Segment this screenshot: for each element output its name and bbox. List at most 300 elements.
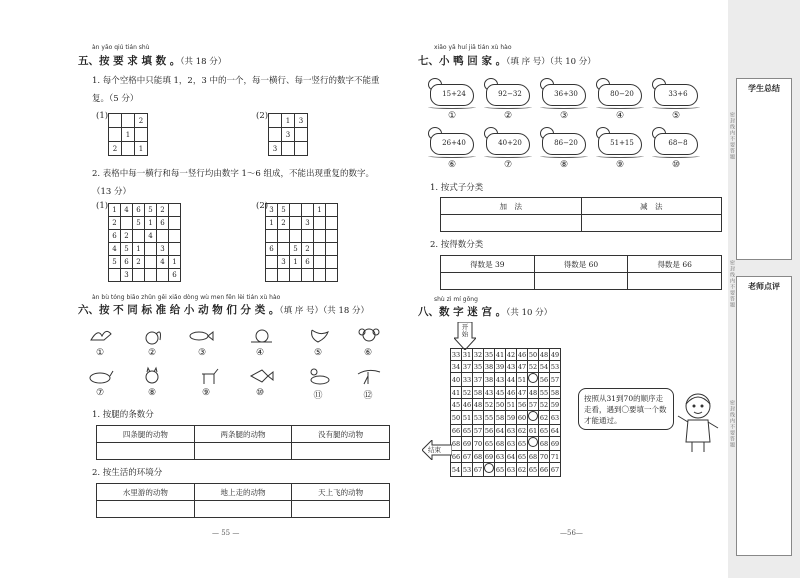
- maze-cell: 66: [451, 452, 461, 461]
- animal-num-6: ⑥: [363, 348, 373, 358]
- maze-cell: 48: [539, 350, 549, 359]
- maze-cell: 37: [473, 373, 484, 387]
- grid-c-cell[interactable]: [169, 217, 181, 230]
- grid-d-cell: 2: [302, 243, 314, 256]
- grid-d-cell[interactable]: [290, 269, 302, 282]
- student-summary-box[interactable]: [736, 78, 792, 260]
- maze-cell: 66: [539, 463, 550, 477]
- animal-num-11: ⑪: [313, 391, 323, 401]
- habitat-header-land: 地上走的动物: [194, 484, 292, 501]
- s7-points: （共 10 分）: [549, 57, 596, 67]
- habitat-answer-land[interactable]: [194, 501, 292, 518]
- result-table: [440, 255, 722, 290]
- duck-card: [484, 78, 534, 110]
- maze-cell: 70: [473, 437, 484, 451]
- maze-cell: 31: [462, 350, 472, 359]
- s5-title: [78, 53, 226, 68]
- grid-d-cell[interactable]: [326, 243, 338, 256]
- maze-cell: 40: [451, 373, 462, 387]
- duck-number: ⑥: [447, 160, 457, 170]
- s6-pinyin: àn bù tóng biāo zhǔn gěi xiǎo dòng wù men fēn lèi tián xù hào: [92, 294, 281, 301]
- seal-text-2: 密封线内不要答题: [729, 260, 735, 308]
- grid-d-cell[interactable]: [302, 269, 314, 282]
- s7-q2: 2. 按得数分类: [430, 240, 484, 250]
- maze-cell[interactable]: [528, 411, 539, 425]
- habitat-answer-sky[interactable]: [292, 501, 390, 518]
- maze-cell: 52: [462, 388, 472, 397]
- habitat-table: [96, 483, 390, 518]
- start-label: 开始: [461, 323, 469, 338]
- grid-b-cell: 3: [295, 114, 308, 128]
- blank-circle[interactable]: [528, 373, 538, 383]
- maze-cell: 56: [517, 400, 527, 409]
- maze-cell: 33: [462, 373, 473, 387]
- duck-expression: 40+20: [498, 139, 522, 147]
- grid-d-cell: 3: [302, 217, 314, 230]
- duck-number: ③: [559, 111, 569, 121]
- maze-cell: 66: [451, 426, 461, 435]
- s6-title-text: 六、按 不 同 标 准 给 小 动 物 们 分 类 。: [78, 304, 280, 316]
- result-answer-66[interactable]: [628, 273, 722, 290]
- grid-c-cell[interactable]: [169, 230, 181, 243]
- water-wave-icon: [540, 154, 588, 158]
- grid-c-cell: 2: [109, 217, 121, 230]
- grid-c-cell: 3: [157, 243, 169, 256]
- animal-num-8: ⑧: [147, 388, 157, 398]
- maze-cell: 45: [495, 388, 505, 397]
- teacher-comment-label: 老师点评: [748, 281, 780, 291]
- grid-c-cell: 1: [109, 204, 121, 217]
- animal-num-5: ⑤: [313, 348, 323, 358]
- duck-number: ⑨: [615, 160, 625, 170]
- duck-icon: [306, 366, 332, 386]
- duck-expression: 68−8: [668, 139, 688, 147]
- legs-answer-none[interactable]: [292, 443, 390, 460]
- maze-cell: 34: [451, 362, 461, 371]
- grid-c-cell: 6: [121, 256, 133, 269]
- maze-cell: 59: [550, 400, 560, 409]
- grid-c-cell: 1: [133, 243, 145, 256]
- duck-expression: 15+24: [442, 90, 466, 98]
- maze-cell: 65: [528, 463, 539, 477]
- grid-d-cell[interactable]: [314, 243, 326, 256]
- legs-header-none: 没有腿的动物: [292, 426, 390, 443]
- grid-d-cell[interactable]: [314, 217, 326, 230]
- crane-icon: [356, 366, 382, 386]
- grid-a-cell: 2: [109, 142, 122, 156]
- grid-c-cell: 5: [133, 217, 145, 230]
- grid-d-cell[interactable]: [278, 230, 290, 243]
- maze-cell: 67: [462, 452, 472, 461]
- blank-circle[interactable]: [528, 411, 538, 421]
- maze-cell: 58: [473, 388, 483, 397]
- s8-title-text: 八、数 字 迷 宫 。: [418, 306, 507, 318]
- maze-cell: 64: [495, 426, 505, 435]
- seal-text-3: 密封线内不要答题: [729, 400, 735, 448]
- grid-b-cell[interactable]: [295, 142, 308, 156]
- maze-cell: 53: [550, 362, 560, 371]
- page-number-right: —56—: [560, 529, 583, 537]
- grid-c-cell: 6: [169, 269, 181, 282]
- grid-d: [265, 203, 338, 282]
- duck-number: ②: [503, 111, 513, 121]
- maze-cell: 48: [528, 388, 538, 397]
- animal-num-12: ⑫: [363, 391, 373, 401]
- rooster-icon: [306, 326, 332, 346]
- s5-points: （共 18 分）: [180, 57, 227, 67]
- grid-c-cell[interactable]: [145, 256, 157, 269]
- grid-d-cell: 1: [266, 217, 278, 230]
- student-summary-label: 学生总结: [748, 83, 780, 93]
- grid-d-label: (2): [256, 201, 269, 211]
- s6-title: [78, 302, 369, 317]
- s8-points: （共 10 分）: [506, 308, 553, 318]
- result-header-39: 得数是 39: [441, 256, 535, 273]
- animal-num-9: ⑨: [201, 388, 211, 398]
- grid-c: [108, 203, 181, 282]
- habitat-answer-water[interactable]: [97, 501, 195, 518]
- hint-bubble: [578, 388, 674, 430]
- maze-cell[interactable]: [528, 437, 539, 451]
- grid-d-cell[interactable]: [326, 204, 338, 217]
- s6-fill: （填 序 号）: [279, 306, 324, 316]
- duck-card: [652, 127, 702, 159]
- grid-a-cell[interactable]: [122, 114, 135, 128]
- grid-c-cell[interactable]: [109, 269, 121, 282]
- grid-c-cell: 4: [157, 256, 169, 269]
- habitat-header-water: 水里游的动物: [97, 484, 195, 501]
- s7-q1: 1. 按式子分类: [430, 183, 484, 193]
- result-answer-39[interactable]: [441, 273, 535, 290]
- result-answer-60[interactable]: [534, 273, 628, 290]
- snail-icon: [248, 326, 274, 346]
- habitat-header-sky: 天上飞的动物: [292, 484, 390, 501]
- grid-b-cell: 3: [269, 142, 282, 156]
- maze-cell: 52: [484, 400, 494, 409]
- legs-answer-four[interactable]: [97, 443, 195, 460]
- animal-num-10: ⑩: [255, 388, 265, 398]
- grid-d-cell[interactable]: [290, 217, 302, 230]
- duck-card: [596, 127, 646, 159]
- formula-header-sub: 减 法: [581, 198, 722, 215]
- maze-cell: 68: [451, 437, 462, 451]
- s5-q2-line2: （13 分）: [92, 187, 132, 197]
- bird-flying-icon: [88, 326, 114, 346]
- grid-c-cell: 4: [145, 230, 157, 243]
- water-wave-icon: [596, 154, 644, 158]
- grid-d-cell[interactable]: [326, 269, 338, 282]
- maze-cell: 46: [506, 388, 516, 397]
- s5-title-text: 五、按 要 求 填 数 。: [78, 55, 181, 67]
- grid-b-cell[interactable]: [269, 114, 282, 128]
- duck-card: [652, 78, 702, 110]
- maze-cell: 37: [462, 362, 472, 371]
- maze-cell: 68: [528, 452, 538, 461]
- result-header-66: 得数是 66: [628, 256, 722, 273]
- grid-a-cell[interactable]: [122, 142, 135, 156]
- grid-b-cell: 3: [282, 128, 295, 142]
- duck-card: [428, 78, 478, 110]
- water-wave-icon: [484, 105, 532, 109]
- water-wave-icon: [540, 105, 588, 109]
- s5-q1-line2: 复。（5 分）: [92, 94, 139, 104]
- duck-number: ⑦: [503, 160, 513, 170]
- duck-card: [540, 127, 590, 159]
- maze-cell: 63: [550, 411, 561, 425]
- maze-cell: 43: [495, 373, 506, 387]
- grid-d-cell[interactable]: [266, 230, 278, 243]
- animal-num-2: ②: [147, 348, 157, 358]
- maze-cell: 62: [517, 426, 527, 435]
- maze-cell: 63: [506, 437, 517, 451]
- maze-cell: 68: [495, 437, 506, 451]
- seal-text-1: 密封线内不要答题: [729, 112, 735, 160]
- maze-cell: 38: [484, 373, 495, 387]
- grid-c-cell: 5: [145, 204, 157, 217]
- s7-title: [418, 53, 596, 68]
- grid-a-cell[interactable]: [109, 114, 122, 128]
- grid-c-cell: 1: [169, 256, 181, 269]
- maze-cell: 45: [451, 400, 461, 409]
- maze-cell: 65: [495, 463, 506, 477]
- maze-cell: 44: [506, 373, 517, 387]
- duck-expression: 36+30: [554, 90, 578, 98]
- maze-cell[interactable]: [528, 373, 539, 387]
- duck-number: ①: [447, 111, 457, 121]
- legs-header-four: 四条腿的动物: [97, 426, 195, 443]
- animal-num-1: ①: [95, 348, 105, 358]
- maze-cell: 54: [451, 463, 462, 477]
- maze-cell: 56: [484, 426, 494, 435]
- s7-fill: （填 序 号）: [506, 57, 550, 67]
- formula-header-add: 加 法: [441, 198, 582, 215]
- s7-pinyin: xiǎo yā huí jiā tián xù hào: [434, 44, 512, 51]
- s6-q1: 1. 按腿的条数分: [92, 410, 154, 420]
- maze-cell: 55: [484, 411, 495, 425]
- grid-d-cell: 1: [290, 256, 302, 269]
- grid-d-cell: 2: [278, 217, 290, 230]
- maze-cell: 65: [484, 437, 495, 451]
- maze-cell: 47: [517, 388, 527, 397]
- maze-cell: 35: [484, 350, 494, 359]
- maze-cell: 51: [517, 373, 528, 387]
- maze-cell: 67: [550, 463, 561, 477]
- grid-d-cell[interactable]: [302, 230, 314, 243]
- hint-text: 按照从31到70的顺序走走看，遇到〇要填一个数才能通过。: [584, 394, 667, 425]
- grid-a-cell: 1: [135, 142, 148, 156]
- grid-b-cell[interactable]: [282, 142, 295, 156]
- maze-cell: 46: [517, 350, 527, 359]
- maze-cell: 51: [462, 411, 473, 425]
- maze-cell: 63: [495, 452, 505, 461]
- s8-title: [418, 304, 552, 319]
- grid-d-cell[interactable]: [314, 230, 326, 243]
- maze-cell: 57: [528, 400, 538, 409]
- duck-expression: 26+40: [442, 139, 466, 147]
- grid-c-cell[interactable]: [133, 230, 145, 243]
- grid-c-cell: 2: [133, 256, 145, 269]
- maze-cell: 35: [473, 362, 483, 371]
- grid-d-cell[interactable]: [326, 217, 338, 230]
- s5-pinyin: àn yāo qiú tián shù: [92, 44, 150, 51]
- maze-cell: 51: [506, 400, 516, 409]
- s7-title-text: 七、小 鸭 回 家 。: [418, 55, 507, 67]
- grid-a-cell: 1: [122, 128, 135, 142]
- formula-answer-sub[interactable]: [581, 215, 722, 232]
- grid-d-cell[interactable]: [290, 204, 302, 217]
- grid-d-cell[interactable]: [290, 230, 302, 243]
- grid-c-cell: 5: [109, 256, 121, 269]
- grid-d-cell: 3: [278, 256, 290, 269]
- maze-cell: 67: [473, 463, 484, 477]
- s8-pinyin: shù zì mí gōng: [434, 296, 478, 303]
- duck-expression: 86−20: [554, 139, 578, 147]
- grid-b-label: (2): [256, 111, 269, 121]
- grid-d-cell[interactable]: [278, 269, 290, 282]
- teacher-comment-box[interactable]: [736, 276, 792, 556]
- duck-card: [540, 78, 590, 110]
- maze-cell[interactable]: [484, 463, 495, 477]
- grid-d-cell[interactable]: [314, 269, 326, 282]
- maze-cell: 46: [462, 400, 472, 409]
- maze-cell: 71: [550, 452, 560, 461]
- maze-cell: 41: [495, 350, 505, 359]
- deer-icon: [196, 366, 222, 386]
- grid-c-cell[interactable]: [121, 217, 133, 230]
- grid-c-cell: 2: [121, 230, 133, 243]
- duck-card: [596, 78, 646, 110]
- boy-illustration-icon: [674, 390, 722, 452]
- maze-cell: 39: [495, 362, 505, 371]
- blank-circle[interactable]: [528, 437, 538, 447]
- maze-cell: 47: [517, 362, 527, 371]
- s6-q2: 2. 按生活的环境分: [92, 468, 163, 478]
- grid-c-cell[interactable]: [145, 243, 157, 256]
- grid-d-cell: 5: [278, 204, 290, 217]
- maze-cell: 58: [495, 411, 506, 425]
- maze-cell: 57: [473, 426, 483, 435]
- squirrel-icon: [140, 326, 166, 346]
- blank-circle[interactable]: [484, 463, 494, 473]
- duck-number: ⑧: [559, 160, 569, 170]
- animal-num-4: ④: [255, 348, 265, 358]
- duck-number: ⑩: [671, 160, 681, 170]
- fish-icon: [188, 326, 214, 346]
- grid-a-cell: 2: [135, 114, 148, 128]
- grid-b-cell[interactable]: [269, 128, 282, 142]
- result-header-60: 得数是 60: [534, 256, 628, 273]
- grid-c-cell: 3: [121, 269, 133, 282]
- page-number-left: — 55 —: [212, 529, 240, 537]
- water-wave-icon: [428, 154, 476, 158]
- number-maze: [450, 348, 561, 477]
- grid-d-cell[interactable]: [266, 256, 278, 269]
- grid-d-cell[interactable]: [326, 256, 338, 269]
- maze-cell: 52: [528, 362, 538, 371]
- maze-cell: 65: [539, 426, 549, 435]
- maze-cell: 64: [550, 426, 560, 435]
- grid-b: [268, 113, 308, 156]
- whale-icon: [88, 366, 114, 386]
- grid-c-cell: 6: [109, 230, 121, 243]
- grid-a-label: (1): [96, 111, 109, 121]
- formula-table: [440, 197, 722, 232]
- grid-d-cell[interactable]: [278, 243, 290, 256]
- grid-c-label: (1): [96, 201, 109, 211]
- grid-a-cell[interactable]: [135, 128, 148, 142]
- cat-icon: [140, 366, 166, 386]
- maze-cell: 63: [506, 426, 516, 435]
- maze-cell: 43: [506, 362, 516, 371]
- grid-c-cell[interactable]: [157, 269, 169, 282]
- maze-cell: 42: [506, 350, 516, 359]
- formula-answer-add[interactable]: [441, 215, 582, 232]
- animal-num-7: ⑦: [95, 388, 105, 398]
- grid-d-cell[interactable]: [314, 256, 326, 269]
- maze-cell: 62: [539, 411, 550, 425]
- duck-expression: 92−32: [498, 90, 522, 98]
- maze-cell: 50: [451, 411, 462, 425]
- water-wave-icon: [652, 154, 700, 158]
- grid-d-cell: 1: [314, 204, 326, 217]
- maze-cell: 70: [539, 452, 549, 461]
- grid-b-cell[interactable]: [295, 128, 308, 142]
- duck-number: ④: [615, 111, 625, 121]
- maze-cell: 69: [462, 437, 473, 451]
- duck-card: [484, 127, 534, 159]
- grid-c-cell: 4: [109, 243, 121, 256]
- maze-cell: 56: [539, 373, 550, 387]
- water-wave-icon: [428, 105, 476, 109]
- grid-c-cell: 4: [121, 204, 133, 217]
- grid-c-cell[interactable]: [157, 230, 169, 243]
- maze-cell: 68: [473, 452, 483, 461]
- maze-cell: 57: [550, 373, 561, 387]
- maze-cell: 60: [517, 411, 528, 425]
- grid-c-cell[interactable]: [145, 269, 157, 282]
- water-wave-icon: [652, 105, 700, 109]
- grid-c-cell[interactable]: [169, 243, 181, 256]
- grid-d-cell: 5: [290, 243, 302, 256]
- grid-d-cell[interactable]: [302, 204, 314, 217]
- grid-a: [108, 113, 148, 156]
- maze-cell: 65: [462, 426, 472, 435]
- maze-cell: 61: [528, 426, 538, 435]
- grid-d-cell[interactable]: [266, 269, 278, 282]
- legs-table: [96, 425, 390, 460]
- water-wave-icon: [596, 105, 644, 109]
- grid-c-cell[interactable]: [133, 269, 145, 282]
- grid-c-cell: 6: [133, 204, 145, 217]
- maze-cell: 50: [528, 350, 538, 359]
- grid-c-cell[interactable]: [169, 204, 181, 217]
- maze-cell: 65: [517, 452, 527, 461]
- maze-cell: 38: [484, 362, 494, 371]
- legs-answer-two[interactable]: [194, 443, 292, 460]
- grid-c-cell: 1: [145, 217, 157, 230]
- water-wave-icon: [484, 154, 532, 158]
- maze-cell: 52: [539, 400, 549, 409]
- grid-c-cell: 6: [157, 217, 169, 230]
- grid-a-cell[interactable]: [109, 128, 122, 142]
- animal-num-3: ③: [197, 348, 207, 358]
- s5-q1-line1: 1. 每个空格中只能填 1，2，3 中的一个，每一横行、每一竖行的数字不能重: [92, 76, 380, 86]
- maze-cell: 64: [506, 452, 516, 461]
- end-label: 结束: [428, 446, 441, 454]
- duck-card: [428, 127, 478, 159]
- grid-d-cell[interactable]: [326, 230, 338, 243]
- maze-cell: 62: [517, 463, 528, 477]
